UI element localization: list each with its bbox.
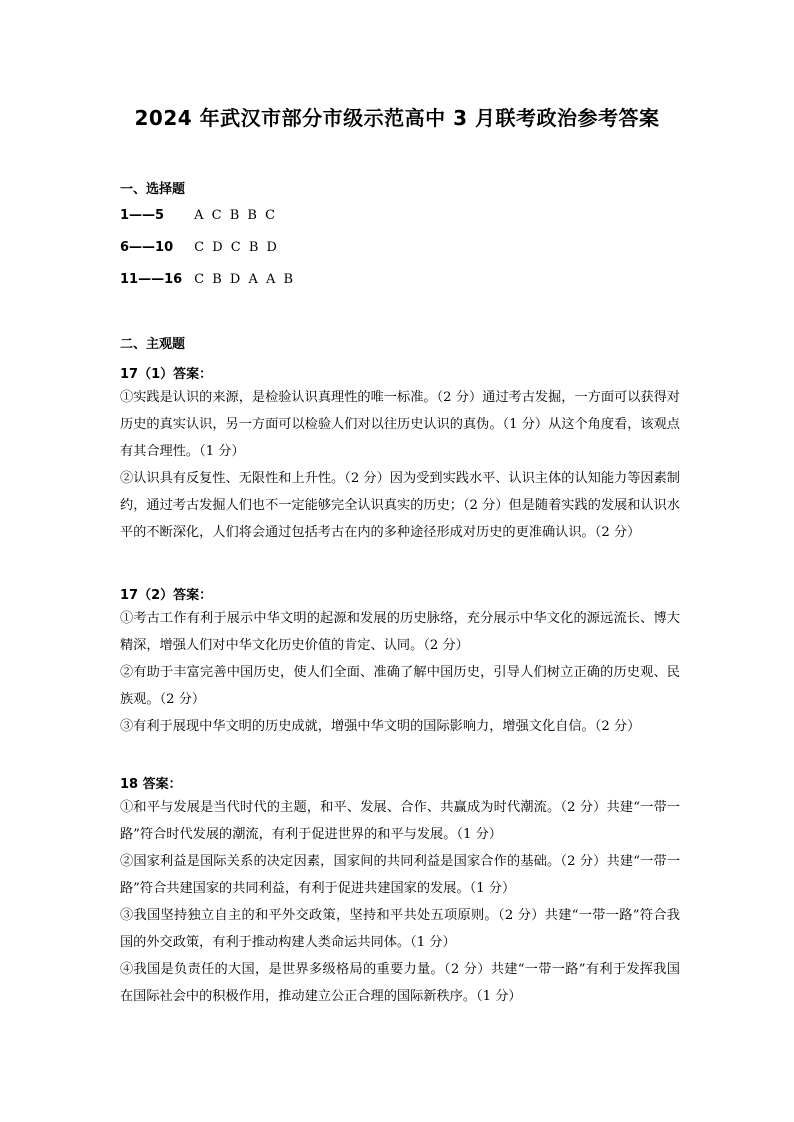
answer-paragraph: ②国家利益是国际关系的决定因素，国家间的共同利益是国家合作的基础。（2 分）共建“一带一路”符合共建国家的共同利益，有利于促进共建国家的发展。（1 分） (120, 854, 680, 896)
answer-paragraph: ③有利于展现中华文明的历史成就，增强中华文明的国际影响力，增强文化自信。（2 分） (120, 719, 641, 734)
question-18-heading: 18 答案： (120, 777, 182, 792)
answer-letters: C D C B D (194, 240, 279, 255)
choice-answer-row (120, 240, 279, 255)
question-range: 6——10 (120, 240, 174, 255)
answer-paragraph: ④我国是负责任的大国，是世界多级格局的重要力量。（2 分）共建“一带一路”有利于发挥我国在国际社会中的积极作用，推动建立公正合理的国际新秩序。（1 分） (120, 962, 680, 1004)
page-title: 2024 年武汉市部分市级示范高中 3 月联考政治参考答案 (134, 106, 660, 130)
answer-paragraph: ①实践是认识的来源，是检验认识真理性的唯一标准。（2 分）通过考古发掘，一方面可以获得对历史的真实认识，另一方面可以检验人们对以往历史认识的真伪。（1 分）从这个角度看，该观点有其合理性。（1 分） (120, 390, 680, 459)
choice-answer-row (120, 208, 277, 223)
answer-paragraph: ②认识具有反复性、无限性和上升性。（2 分）因为受到实践水平、认识主体的认知能力等因素制约，通过考古发掘人们也不一定能够完全认识真实的历史；（2 分）但是随着实践的发展和认识水平的不断深化，人们将会通过包括考古在内的多种途径形成对历史的更准确认识。（2 分） (120, 471, 680, 540)
answer-paragraph: ②有助于丰富完善中国历史，使人们全面、准确了解中国历史，引导人们树立正确的历史观、民族观。（2 分） (120, 665, 680, 707)
choice-answer-row (120, 272, 295, 287)
question-range: 1——5 (120, 208, 165, 223)
section-heading-subjective: 二、主观题 (120, 337, 186, 352)
question-range: 11——16 (120, 272, 183, 287)
question-17-1-heading: 17（1）答案： (120, 367, 213, 382)
answer-letters: C B D A A B (194, 272, 296, 287)
section-heading-choice: 一、选择题 (120, 182, 186, 197)
answer-paragraph: ①考古工作有利于展示中华文明的起源和发展的历史脉络，充分展示中华文化的源远流长、博大精深，增强人们对中华文化历史价值的肯定、认同。（2 分） (120, 611, 680, 653)
question-17-2-heading: 17（2）答案： (120, 588, 213, 603)
answer-letters: A C B B C (194, 208, 278, 223)
answer-paragraph: ③我国坚持独立自主的和平外交政策，坚持和平共处五项原则。（2 分）共建“一带一路”符合我国的外交政策，有利于推动构建人类命运共同体。（1 分） (120, 908, 680, 950)
answer-paragraph: ①和平与发展是当代时代的主题，和平、发展、合作、共赢成为时代潮流。（2 分）共建“一带一路”符合时代发展的潮流，有利于促进世界的和平与发展。（1 分） (120, 800, 680, 842)
